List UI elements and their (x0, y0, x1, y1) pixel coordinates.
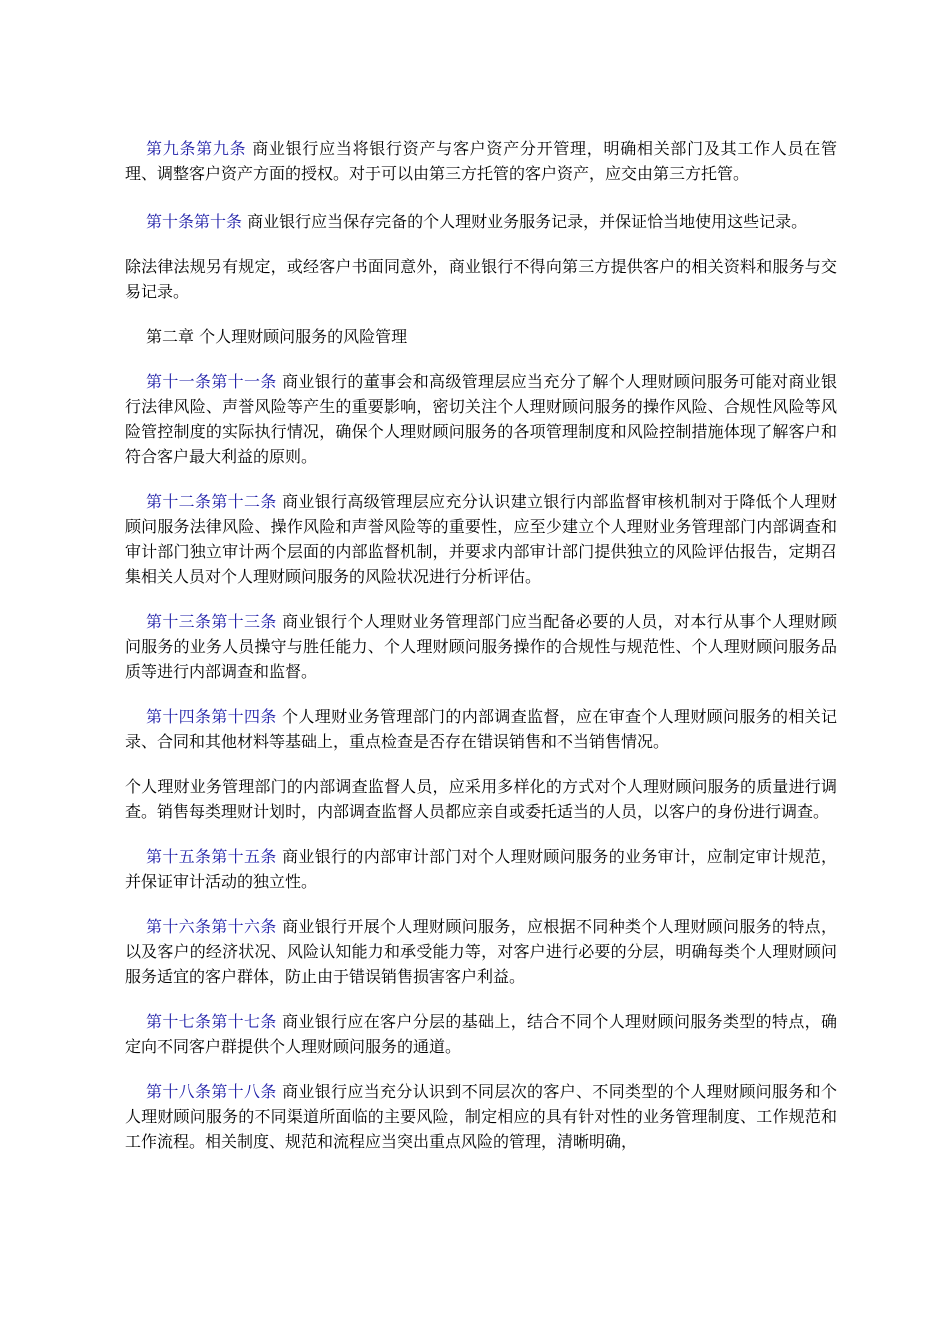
article-number: 第十六条第十六条 (146, 917, 277, 936)
article-17 (125, 1009, 837, 1059)
article-number: 第十一条第十一条 (146, 372, 277, 391)
article-text: 商业银行开展个人理财顾问服务，应根据不同种类个人理财顾问服务的特点，以及客户的经济状况、风险认知能力和承受能力等，对客户进行必要的分层，明确每类个人理财顾问服务适宜的客户群体，防止由于错误销售损害客户利益。 (125, 917, 837, 986)
chapter-heading: 第二章 个人理财顾问服务的风险管理 (146, 327, 408, 346)
document-page (125, 136, 837, 1154)
paragraph-text: 除法律法规另有规定，或经客户书面同意外，商业银行不得向第三方提供客户的相关资料和服务与交易记录。 (125, 257, 837, 301)
article-text: 商业银行个人理财业务管理部门应当配备必要的人员，对本行从事个人理财顾问服务的业务人员操守与胜任能力、个人理财顾问服务操作的合规性与规范性、个人理财顾问服务品质等进行内部调查和监督。 (125, 612, 837, 681)
article-16 (125, 914, 837, 989)
article-10 (125, 209, 837, 234)
article-number: 第十二条第十二条 (146, 492, 277, 511)
article-text: 商业银行应当保存完备的个人理财业务服务记录，并保证恰当地使用这些记录。 (242, 212, 808, 231)
article-number: 第十八条第十八条 (146, 1082, 277, 1101)
article-9 (125, 136, 837, 186)
article-number: 第十五条第十五条 (146, 847, 277, 866)
article-text: 个人理财业务管理部门的内部调查监督，应在审查个人理财顾问服务的相关记录、合同和其他材料等基础上，重点检查是否存在错误销售和不当销售情况。 (125, 707, 837, 751)
article-number: 第九条第九条 (146, 139, 247, 158)
article-number: 第十三条第十三条 (146, 612, 277, 631)
article-12 (125, 489, 837, 589)
article-13 (125, 609, 837, 684)
article-15 (125, 844, 837, 894)
article-number: 第十四条第十四条 (146, 707, 277, 726)
paragraph-third-party (125, 254, 837, 304)
article-number: 第十条第十条 (146, 212, 243, 231)
paragraph-text: 个人理财业务管理部门的内部调查监督人员，应采用多样化的方式对个人理财顾问服务的质量进行调查。销售每类理财计划时，内部调查监督人员都应亲自或委托适当的人员，以客户的身份进行调查。 (125, 777, 837, 821)
article-11 (125, 369, 837, 469)
article-text: 商业银行的董事会和高级管理层应当充分了解个人理财顾问服务可能对商业银行法律风险、声誉风险等产生的重要影响，密切关注个人理财顾问服务的操作风险、合规性风险等风险管控制度的实际执行情况，确保个人理财顾问服务的各项管理制度和风险控制措施体现了解客户和符合客户最大利益的原则。 (125, 372, 837, 466)
article-number: 第十七条第十七条 (146, 1012, 277, 1031)
article-14 (125, 704, 837, 754)
article-18 (125, 1079, 837, 1154)
article-text: 商业银行应当将银行资产与客户资产分开管理，明确相关部门及其工作人员在管理、调整客户资产方面的授权。对于可以由第三方托管的客户资产，应交由第三方托管。 (125, 139, 837, 183)
article-text: 商业银行的内部审计部门对个人理财顾问服务的业务审计，应制定审计规范，并保证审计活动的独立性。 (125, 847, 837, 891)
article-text: 商业银行应当充分认识到不同层次的客户、不同类型的个人理财顾问服务和个人理财顾问服务的不同渠道所面临的主要风险，制定相应的具有针对性的业务管理制度、工作规范和工作流程。相关制度、规范和流程应当突出重点风险的管理，清晰明确， (125, 1082, 837, 1151)
article-text: 商业银行高级管理层应充分认识建立银行内部监督审核机制对于降低个人理财顾问服务法律风险、操作风险和声誉风险等的重要性，应至少建立个人理财业务管理部门内部调查和审计部门独立审计两个层面的内部监督机制，并要求内部审计部门提供独立的风险评估报告，定期召集相关人员对个人理财顾问服务的风险状况进行分析评估。 (125, 492, 837, 586)
article-text: 商业银行应在客户分层的基础上，结合不同个人理财顾问服务类型的特点，确定向不同客户群提供个人理财顾问服务的通道。 (125, 1012, 837, 1056)
paragraph-internal-survey (125, 774, 837, 824)
